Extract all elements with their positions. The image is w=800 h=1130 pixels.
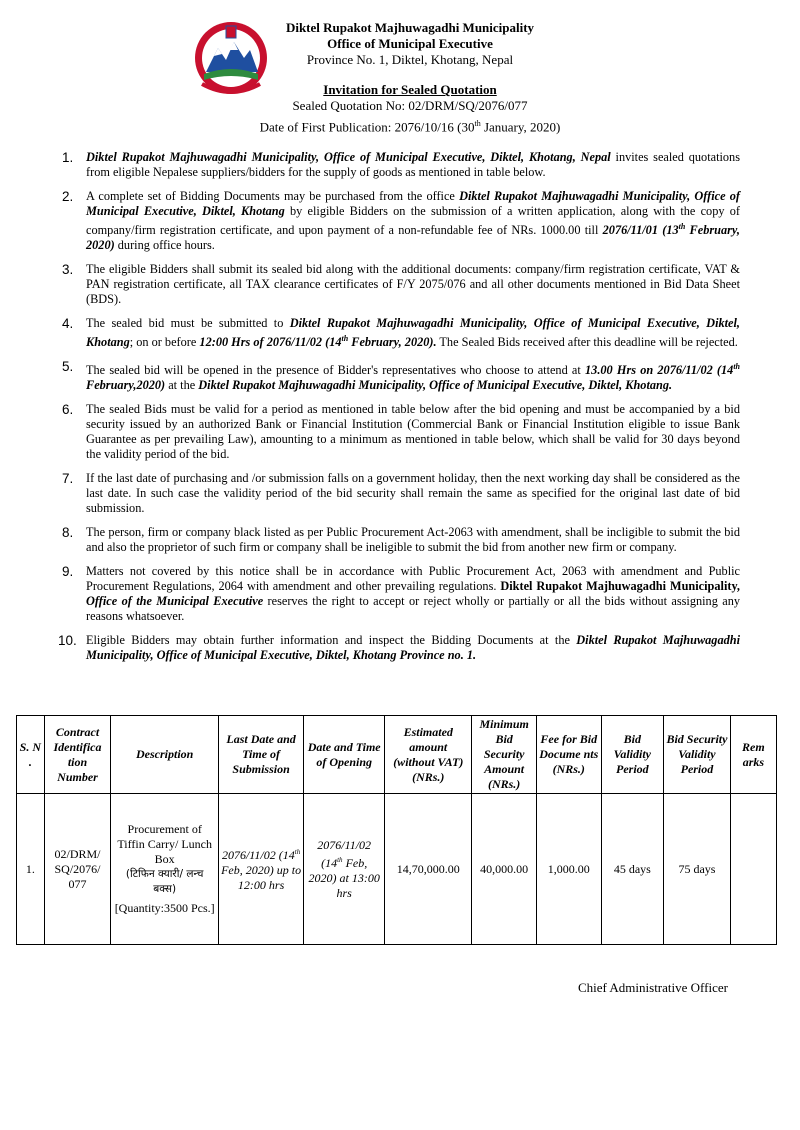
list-item: 5. The sealed bid will be opened in the presence of Bidder's representatives who choose to attend at 13.00 Hrs on 2076/11/02 (14th February,2020) at the Diktel Rupakot Majhuwagadhi Municipality, Office of Municipal Executive, Diktel, Khotang. [62,359,740,393]
list-item: 2. A complete set of Bidding Documents may be purchased from the office Diktel Rupakot Majhuwagadhi Municipality, Office of Municipal Executive, Diktel, Khotang by eligible Bidders on the submission of a written application, along with the copy of company/firm registration certificate, and upon payment of a non-refundable fee of NRs. 1000.00 till 2076/11/01 (13th February, 2020) during office hours. [62,189,741,253]
list-item: 3. The eligible Bidders shall submit its sealed bid along with the additional documents: company/firm registration certificate, VAT & PAN registration certificate, all TAX clearance certificates of F/Y 2075/076 and all other documents mentioned in Bid Data Sheet (BDS). [62,262,740,307]
office-address: Province No. 1, Diktel, Khotang, Nepal [306,52,514,67]
col-min-bid: Minimum Bid Security Amount (NRs.) [472,716,537,794]
notice-title: Invitation for Sealed Quotation [323,82,497,97]
list-item: 8. The person, firm or company black listed as per Public Procurement Act-2063 with amendment, shall be incligible to submit the bid and also the proprietor of such firm or company shall be ineligible to submit the bid from another new firm or company. [62,525,740,555]
col-last-date: Last Date and Time of Submission [219,716,304,794]
col-opening: Date and Time of Opening [304,716,385,794]
col-fee: Fee for Bid Docume nts (NRs.) [536,716,601,794]
municipality-name: Diktel Rupakot Majhuwagadhi Municipality [285,20,535,35]
col-validity: Bid Validity Period [601,716,664,794]
bid-table [16,715,777,945]
col-sn: S. N . [17,716,45,794]
table-row: 1. 02/DRM/ SQ/2076/ 077 Procurement of Tiffin Carry/ Lunch Box (टिफिन क्यारी/ लन्च बक्स) [Quantity:3500 Pcs.] 2076/11/02 (14th Feb, 2020) up to 12:00 hrs 2076/11/02 (14th Feb, 2020) at 13:00 hrs 14,70,000.00 40,000.00 1,000.00 45 days 75 days [17,794,777,945]
col-security-validity: Bid Security Validity Period [664,716,731,794]
list-item: 6. The sealed Bids must be valid for a period as mentioned in table below after the bid opening and must be accompanied by a bid security issued by an authorized Bank or Financial Institution (Commercial Bank or Financial Institution eligible to issue Bank Guarantee as per prevailing Law), amounting to a minimum as mentioned in table below, which shall be valid for 30 days beyond the validity period of the bid. [62,402,740,462]
signature-title: Chief Administrative Officer [578,980,728,995]
publication-date: Date of First Publication: 2076/10/16 (30th January, 2020) [259,119,561,135]
list-item: 9. Matters not covered by this notice shall be in accordance with Public Procurement Act, 2063 with amendment and Public Procurement Regulations, 2064 with amendment and other prevailing regulations. Diktel Rupakot Majhuwagadhi Municipality, Office of the Municipal Executive reserves the right to accept or reject wholly or partially or all the bids without assigning any reasons whatsoever. [62,564,740,624]
list-item: 1. Diktel Rupakot Majhuwagadhi Municipality, Office of Municipal Executive, Diktel, Khotang, Nepal invites sealed quotations from eligible Nepalese suppliers/bidders for the supply of goods as mentioned in table below. [62,150,740,179]
col-contract: Contract Identifica tion Number [44,716,111,794]
office-name: Office of Municipal Executive [327,36,493,51]
table-header-row [17,716,777,794]
list-item: 10. Eligible Bidders may obtain further information and inspect the Bidding Documents at the Diktel Rupakot Majhuwagadhi Municipality, Office of Municipal Executive, Diktel, Khotang Province no. 1. [58,633,740,663]
list-item: 4. The sealed bid must be submitted to Diktel Rupakot Majhuwagadhi Municipality, Office of Municipal Executive, Diktel, Khotang; on or before 12:00 Hrs of 2076/11/02 (14th February, 2020). The Sealed Bids received after this deadline will be rejected. [62,316,740,350]
col-remarks: Rem arks [730,716,776,794]
col-estimated: Estimated amount (without VAT) (NRs.) [385,716,472,794]
quotation-number: Sealed Quotation No: 02/DRM/SQ/2076/077 [292,98,528,113]
col-description: Description [111,716,219,794]
list-item: 7. If the last date of purchasing and /or submission falls on a government holiday, then the next working day shall be considered as the last date. In such case the validity period of the bid security shall remain the same as specified for the original last date of bid submission. [62,471,740,516]
notice-items [58,150,741,672]
